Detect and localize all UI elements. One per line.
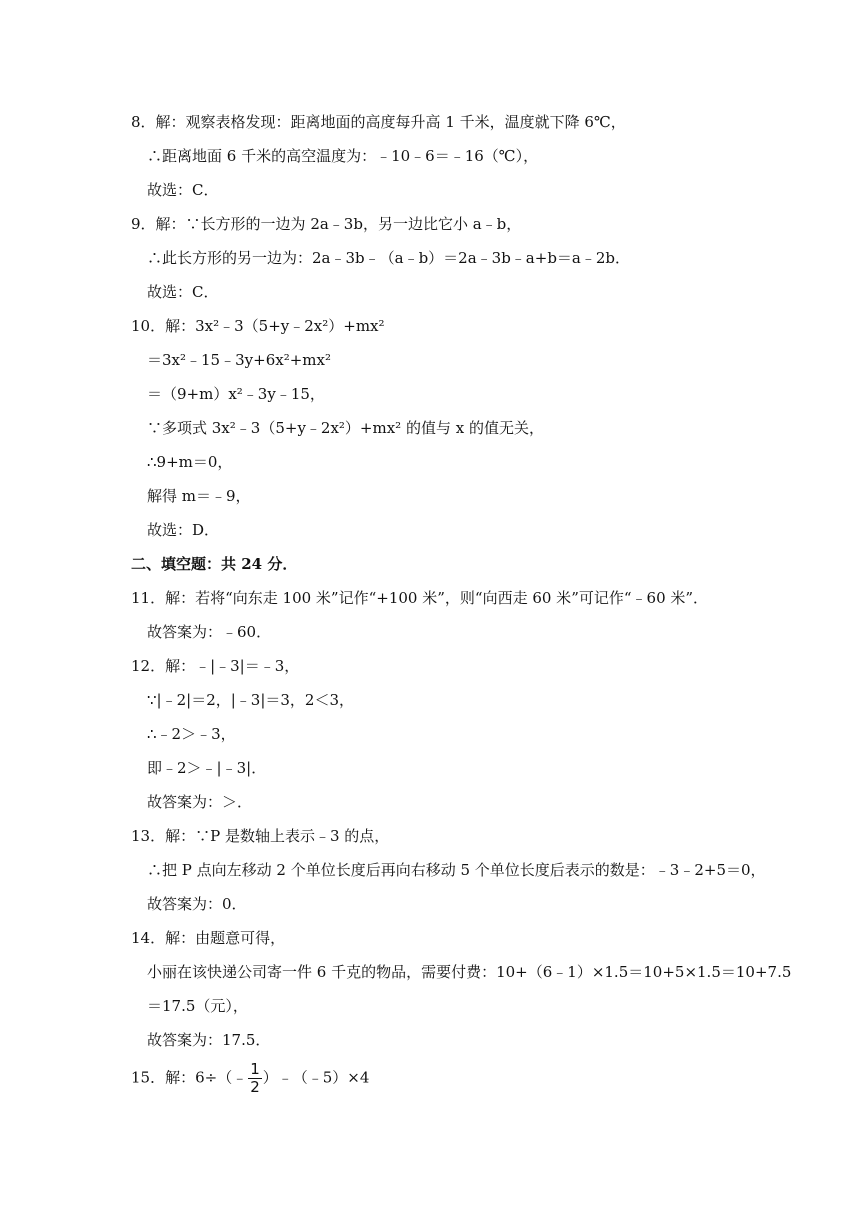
q10-solution-line: 10．解：3x²﹣3（5+y﹣2x²）+mx² — [131, 317, 385, 335]
q14-answer-line: 故答案为：17.5． — [147, 1031, 271, 1049]
q12-step-line: ∵|﹣2|＝2，|﹣3|＝3，2＜3， — [147, 691, 355, 709]
q12-step-line: 即﹣2＞﹣|﹣3|． — [147, 759, 267, 777]
q10-step-line: ＝（9+m）x²﹣3y﹣15， — [147, 385, 325, 403]
q10-step-line: ∵多项式 3x²﹣3（5+y﹣2x²）+mx² 的值与 x 的值无关， — [147, 419, 544, 437]
fraction — [248, 1062, 262, 1095]
q10-step-line: ∴9+m＝0， — [147, 453, 233, 471]
q13-solution-line: 13．解：∵P 是数轴上表示﹣3 的点， — [131, 827, 390, 845]
q11-solution-line: 11．解：若将“向东走 100 米”记作“+100 米”，则“向西走 60 米”可记作“﹣60 米”． — [131, 589, 709, 607]
q13-step-line: ∴把 P 点向左移动 2 个单位长度后再向右移动 5 个单位长度后表示的数是：﹣3﹣2+5＝0， — [147, 861, 766, 879]
q10-step-line: 解得 m＝﹣9， — [147, 487, 251, 505]
q12-solution-line: 12．解：﹣|﹣3|＝﹣3， — [131, 657, 300, 675]
q8-solution-line: 8．解：观察表格发现：距离地面的高度每升高 1 千米，温度就下降 6℃， — [131, 113, 626, 131]
q14-step-line: 小丽在该快递公司寄一件 6 千克的物品，需要付费：10+（6﹣1）×1.5＝10+5×1.5＝10+7.5 — [147, 963, 792, 981]
q15-prefix: 15．解：6÷（﹣ — [131, 1068, 248, 1087]
q8-answer-line: 故选：C． — [147, 181, 219, 199]
q9-solution-line: 9．解：∵长方形的一边为 2a﹣3b，另一边比它小 a﹣b， — [131, 215, 522, 233]
q11-answer-line: 故答案为：﹣60． — [147, 623, 272, 641]
q12-answer-line: 故答案为：＞． — [147, 793, 253, 811]
q14-solution-line: 14．解：由题意可得， — [131, 929, 286, 947]
q9-step-line: ∴此长方形的另一边为：2a﹣3b﹣（a﹣b）＝2a﹣3b﹣a+b＝a﹣2b． — [147, 249, 631, 267]
section-heading: 二、填空题：共 24 分． — [131, 555, 298, 573]
q10-answer-line: 故选：D． — [147, 521, 220, 539]
q10-step-line: ＝3x²﹣15﹣3y+6x²+mx² — [147, 351, 331, 369]
q14-step-line: ＝17.5（元）， — [147, 997, 248, 1015]
q12-step-line: ∴﹣2＞﹣3， — [147, 725, 236, 743]
q15-solution-line — [131, 1062, 369, 1095]
q13-answer-line: 故答案为：0． — [147, 895, 247, 913]
fraction-denominator: 2 — [250, 1078, 260, 1096]
q8-step-line: ∴距离地面 6 千米的高空温度为：﹣10﹣6＝﹣16（℃）， — [147, 147, 539, 165]
q9-answer-line: 故选：C． — [147, 283, 219, 301]
q15-suffix: ）﹣（﹣5）×4 — [262, 1068, 370, 1087]
fraction-numerator: 1 — [250, 1060, 260, 1078]
